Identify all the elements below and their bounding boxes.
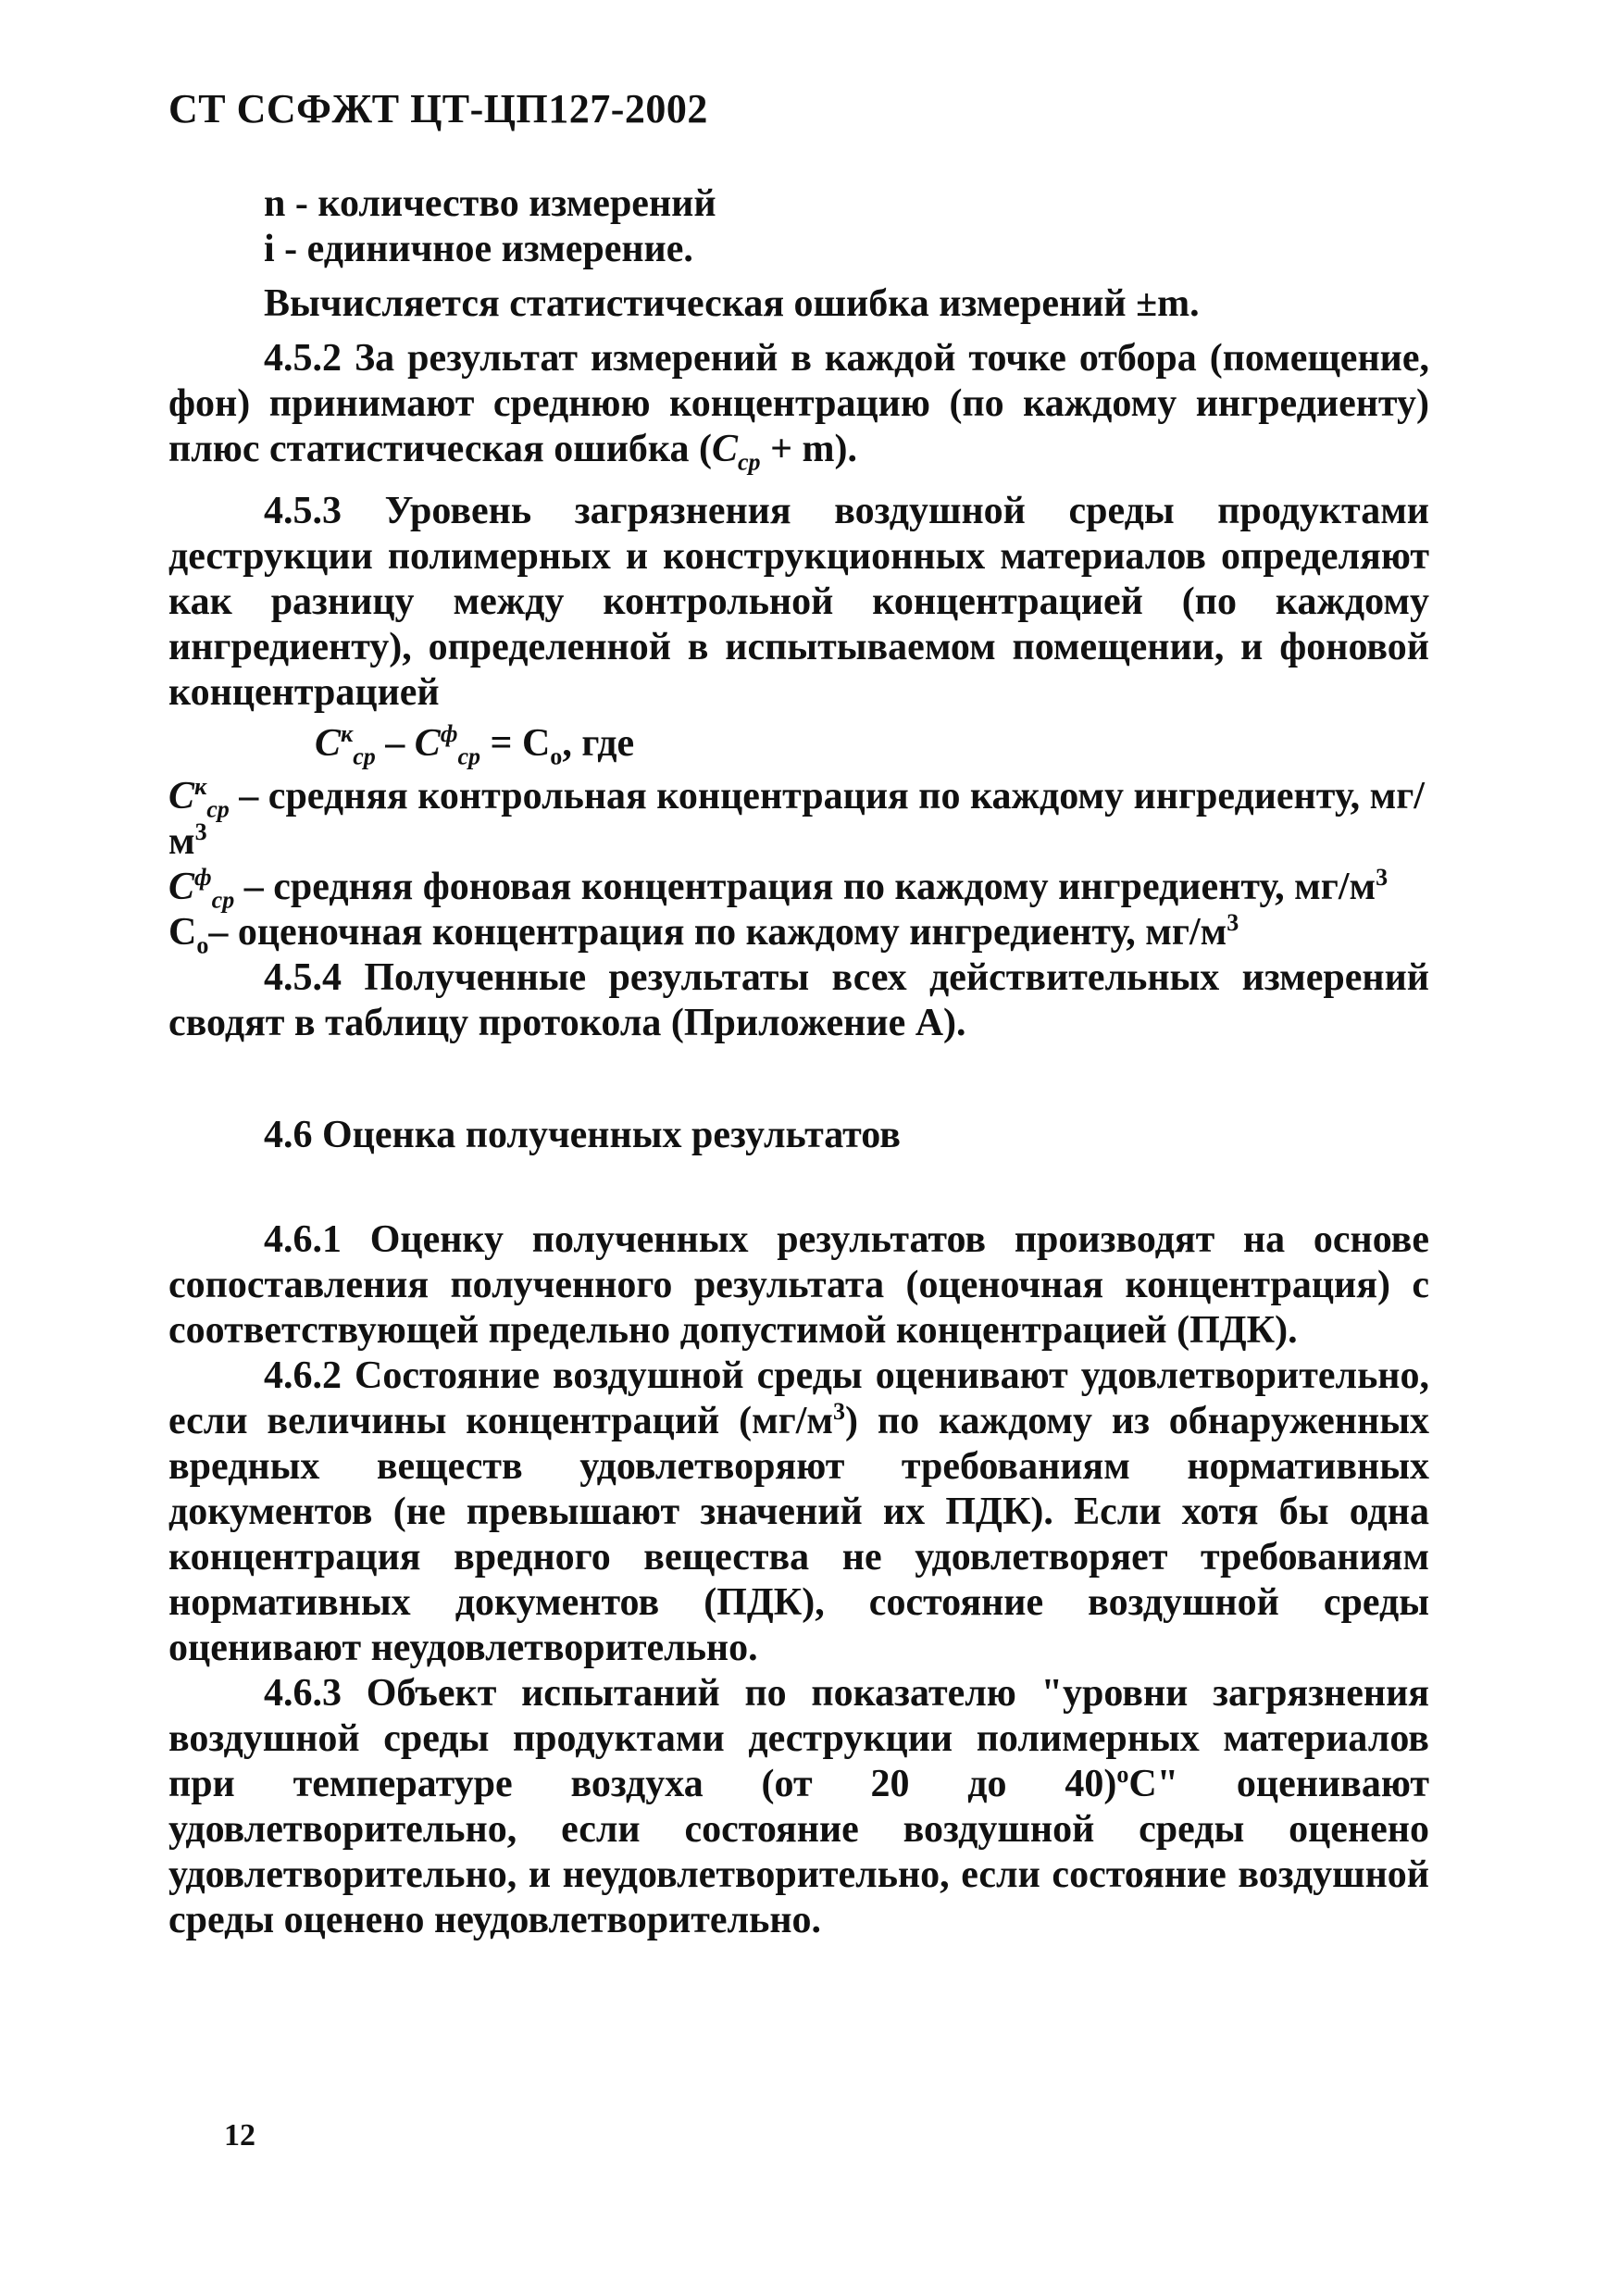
- statistical-error-line: Вычисляется статистическая ошибка измерений ±m.: [264, 282, 1200, 325]
- definition-i: i - единичное измерение.: [264, 228, 693, 270]
- page-number: 12: [224, 2118, 255, 2152]
- document-body: [168, 181, 1429, 1943]
- definition-c-assessment: $С_о-$ оценочная концентрация по каждому ингредиенту, $мг/м^3$: [168, 909, 1239, 959]
- section-heading-4-6: 4.6 Оценка полученных результатов: [264, 1114, 901, 1156]
- formula-difference: [168, 720, 1429, 770]
- definition-c-control: $С^к_{ср}$ – средняя контрольная концентрация по каждому ингредиенту, $мг/м^3$: [168, 773, 1425, 863]
- paragraph-4-6-3: 4.6.3 Объект испытаний по показателю "уровни загрязнения воздушной среды продуктами деструкции полимерных материалов при температуре воздуха (от 20 до 40)$^о$С" оценивают удовлетворительно, если состояние воздушной среды оценено удовлетворительно, и неудовлетворительно, если состояние воздушной среды оценено неудовлетворительно.: [168, 1672, 1429, 1941]
- paragraph-4-5-2-end: + m).: [760, 428, 857, 470]
- paragraph-4-6-1: 4.6.1 Оценку полученных результатов производят на основе сопоставления полученного результата (оценочная концентрация) с соответствующей предельно допустимой концентрацией (ПДК).: [168, 1218, 1429, 1352]
- formula-c-background: $С^ф_{ср}$: [414, 720, 481, 770]
- formula-result: = С: [480, 722, 551, 765]
- formula-where: , где: [562, 722, 635, 765]
- definition-c-background: $С^ф_{ср}$ – средняя фоновая концентрация по каждому ингредиенту, $мг/м^3$: [168, 864, 1389, 914]
- formula-result-sub: о: [550, 742, 563, 770]
- document-code-header: СТ ССФЖТ ЦТ-ЦП127-2002: [168, 86, 708, 131]
- formula-minus: –: [375, 722, 415, 765]
- definition-n: n - количество измерений: [264, 182, 716, 225]
- symbol-c-mean: $С_{ср}$: [711, 428, 761, 476]
- paragraph-4-5-3: 4.5.3 Уровень загрязнения воздушной среды продуктами деструкции полимерных и конструкционных материалов определяют как разницу между контрольной концентрацией (по каждому ингредиенту), определенной в испытываемом помещении, и фоновой концентрацией: [168, 490, 1429, 714]
- paragraph-4-5-2-text: 4.5.2 За результат измерений в каждой точке отбора (помещение, фон) принимают среднюю концентрацию (по каждому ингредиенту) плюс статистическая ошибка (: [168, 337, 1429, 470]
- paragraph-4-6-2: 4.6.2 Состояние воздушной среды оценивают удовлетворительно, если величины концентраций $(мг/м^3)$ по каждому из обнаруженных вредных веществ удовлетворяют требованиям нормативных документов (не превышают значений их ПДК). Если хотя бы одна концентрация вредного вещества не удовлетворяет требованиям нормативных документов (ПДК), состояние воздушной среды оценивают неудовлетворительно.: [168, 1354, 1429, 1669]
- formula-c-control: $С^к_{ср}$: [315, 720, 376, 770]
- paragraph-4-5-4: 4.5.4 Полученные результаты всех действительных измерений сводят в таблицу протокола (Приложение А).: [168, 956, 1429, 1044]
- paragraph-4-5-2: [168, 336, 1429, 476]
